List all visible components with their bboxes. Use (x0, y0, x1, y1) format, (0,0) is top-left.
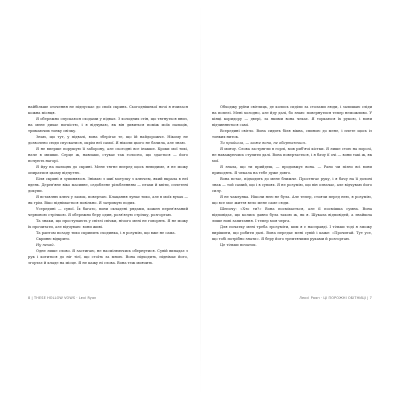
paragraph: Я знала, що ти прийдеш, — продовжує вона. — Рано чи пізно всі вони приходять. Я чекала на тебе дуже довго. (212, 165, 372, 176)
paragraph: Я не чаклунка. Ніколи нею не була. Але тепер, стоячи перед нею, я розумію, що все моє життя вело мене саме сюди. (212, 195, 372, 206)
paragraph: Я не вперше порушую її заборону, але сьогодні все інакше. Кроки мої тихі, наче в мишки. Серце ж, навпаки, стукає так голосно, що здається — його почують нагорі. (28, 147, 188, 164)
paragraph: Я мовчу. Слова застрягли в горлі, мов риб'ячі кістки. Я лише стою на порозі, не наважуючись ступити далі. Вона повертається, і я бачу її очі — вони такі ж, як мої. (212, 147, 372, 164)
paragraph: Шепочу: «Хто ти?» Вона посміхається, але її посмішка сумна. Вона відповідає, що колись давно була такою ж, як я. Шукала відповідей, а знайшла лише нові запитання. І тепер моя черга. (212, 207, 372, 224)
paragraph-italic: Ну нехай. (36, 243, 55, 248)
left-page (28, 104, 188, 266)
paragraph: Одне лише слово. Я застигаю, не насмілюючись обернутися. Сувій випадає з рук і котиться до ніг тієї, що стоїть за мною. Вона підходить, піднімає його, згортає й кладе на місце. Я не кажу ні слова. Вона теж мовчить. (28, 249, 188, 266)
paragraph: Усередині — сувої. Їх багато, вони складені рядами, кожен перев'язаний червоною стрічкою. Я обережно беру один, розв'язую стрічку, розгортаю. (28, 207, 188, 218)
left-page-footer: 8 | THESE HOLLOW VOWS · Lexi Ryan (28, 296, 97, 300)
paragraph: Для початку мені треба зрозуміти, ким я є насправді. І тільки тоді я зможу вирішити, що робити далі. Вона передає мені сувій і каже: «Прочитай. Тут усе, що тобі потрібно знати». Я беру його тремтячими руками й розгортаю. (212, 225, 372, 242)
paragraph: Я вставляю ключ у замок, повертаю. Клацання лунає тихо, але в моїх вухах — як грім. Віко піднімається повільно. Я затримую подих. (28, 195, 188, 206)
paragraph: Обходжу руїни світлиць, де колись сиділи за столами люди, і залишаю сліди на попелі. Мені холодно, але йду далі, бо знаю: повернутися тепер неможливо. У кінці коридору — двері, за якими вона чекає. Я торкаюся їх рукою, і вони відчиняються самі. (212, 105, 372, 128)
paragraph: Скриню відкрито. (36, 237, 71, 242)
paragraph: Знаю, що тут, у підвалі, вона зберігає те, що їй найдорожче. Нікому не дозволено сюди спускатися, окрім неї самої. Я ніколи цього не бачила, але знаю. (28, 135, 188, 146)
paragraph: Я йду на пальцях до скрині. Мене тягне вперед щось невидиме, я не можу опиратися цьому відчуттю. (28, 165, 188, 176)
paragraph: Та знаки, що проступають у світлі свічки, нічого мені не говорять. Я не можу їх прочитати, але відчуваю: вони живі. (28, 219, 188, 230)
right-page-footer: Лексі Раян · ЦІ ПОРОЖНІ ОБІТНИЦІ | 7 (299, 296, 372, 300)
paragraph: Це тільки початок. (220, 243, 257, 248)
paragraph: Всередині світло. Вона сидить біля вікна, спиною до мене, і плете щось із тонких ниток. (212, 129, 372, 140)
paragraph-italic: Ти прийшла, — каже вона, не обертаючись. (220, 141, 307, 146)
paragraph: Та раптом позаду тихо скрипить сходинка, і я розумію, що вже не сама. (36, 231, 176, 236)
paragraph: Біля скрині я зупиняюся. Знімаю з шиї мотузку з ключем, який вкрала в неї вдень. Дерев'яне віко масивне, оздоблене різьбленням — птахи й квіти, сплетені докупи. (28, 177, 188, 194)
paragraph: Я обережно спускаюся сходами у підвал. З холодних стін, що тягнуться вниз, на мене дихає вогкістю, і я відчуваю, як він дивиться поміж моїх пальців, тримаючих тонку свічку. (28, 117, 188, 134)
right-page (212, 104, 372, 248)
paragraph: найбільше оточення не підпускає до своїх скринь. Сьогоднішньої ночі я вчилася кожна місяця. (28, 105, 188, 116)
book-gutter (200, 0, 201, 400)
paragraph: Вона встає, підходить до мене ближче. Простягає руку, і я бачу на її долоні знак — той самий, що і в сувоях. Я не розумію, що він означає, але відчуваю його силу. (212, 177, 372, 194)
